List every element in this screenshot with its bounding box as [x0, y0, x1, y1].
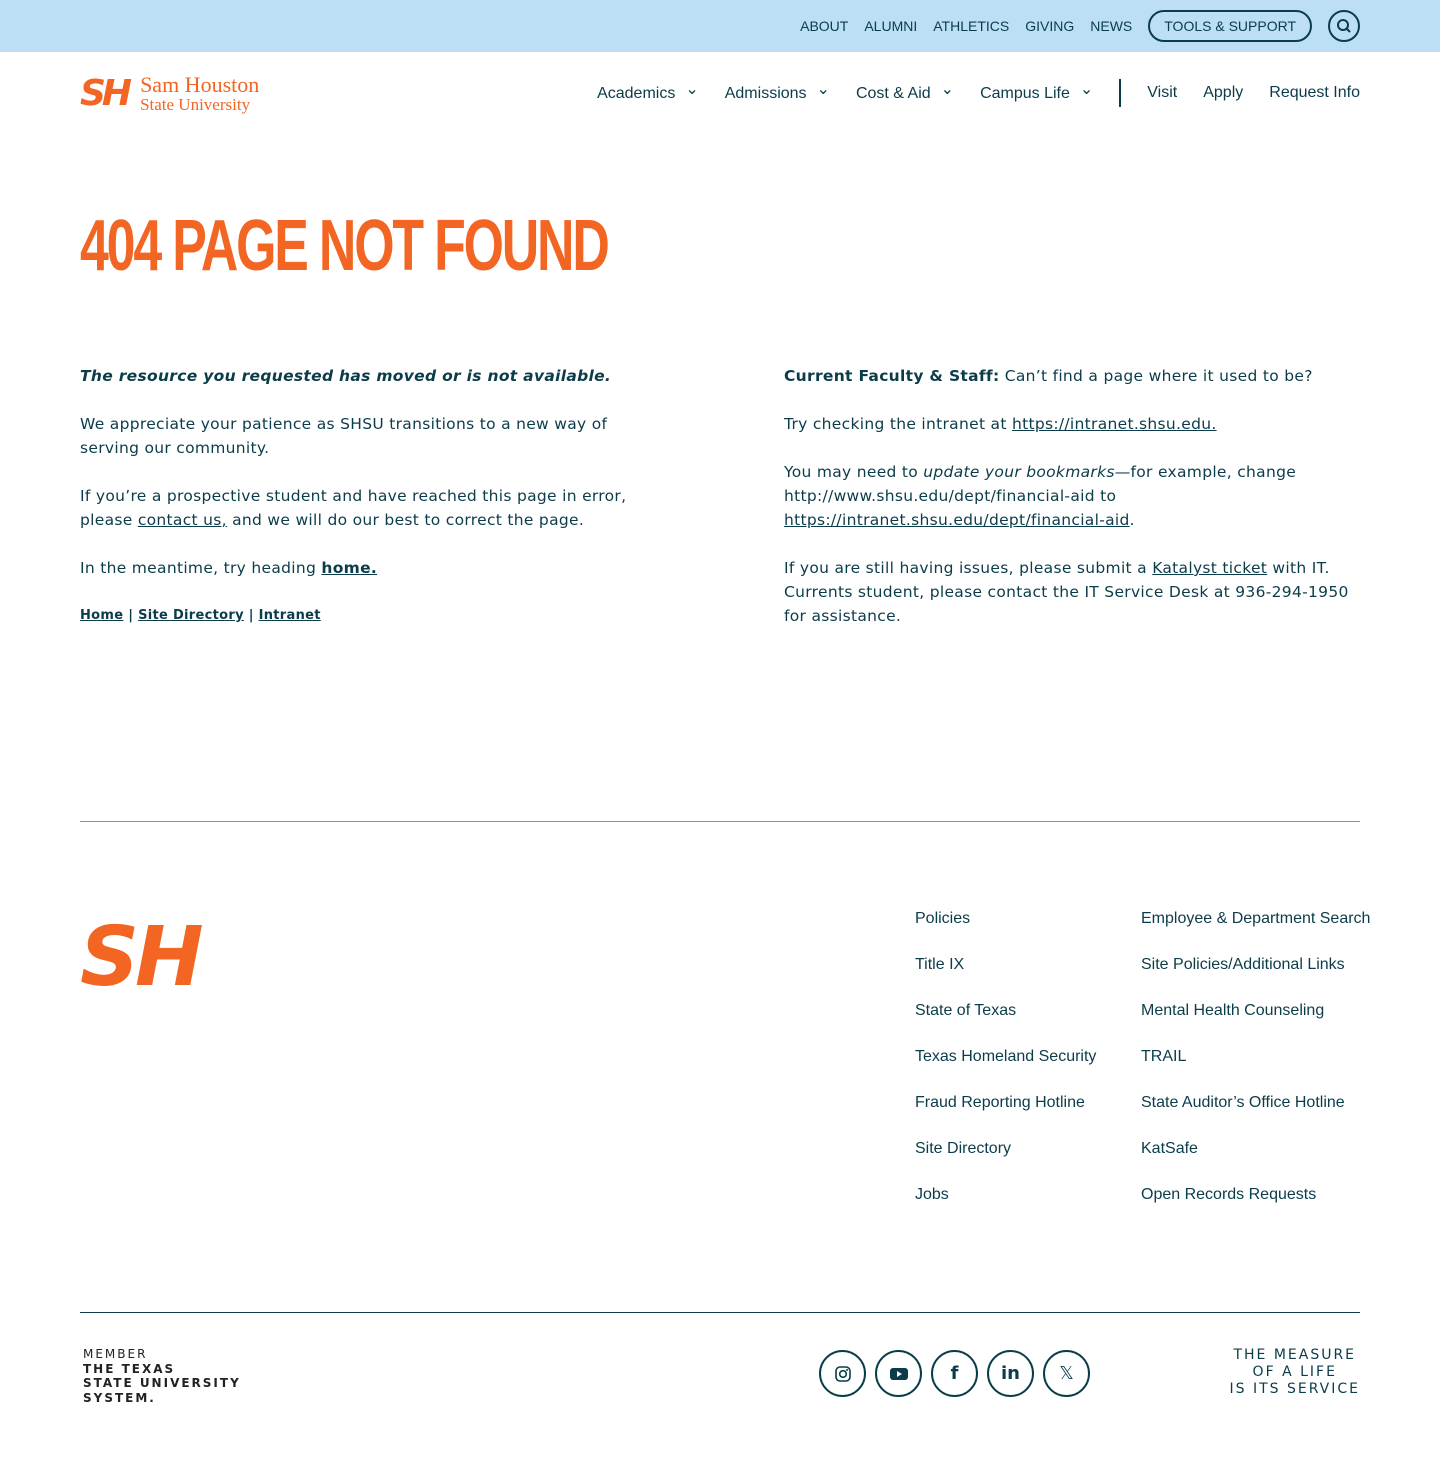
motto: [1229, 1347, 1360, 1398]
member-text: THE TEXAS: [83, 1361, 176, 1376]
footer-link[interactable]: Employee & Department Search: [1141, 910, 1371, 927]
footer-link[interactable]: State of Texas: [915, 1002, 1017, 1019]
text: —for example, change http://www.shsu.edu/dept/financial-aid to: [784, 463, 1297, 505]
lead-text: The resource you requested has moved or is not available.: [80, 367, 612, 385]
logo-line2: State University: [140, 94, 251, 114]
linkedin-icon[interactable]: in: [987, 1350, 1034, 1397]
footer-logo[interactable]: SH: [80, 910, 200, 1005]
footer-link[interactable]: Site Directory: [915, 1140, 1012, 1157]
member-text: SYSTEM.: [83, 1390, 156, 1405]
text: You may need to: [784, 463, 924, 481]
paragraph: We appreciate your patience as SHSU transitions to a new way of serving our community.: [80, 415, 608, 457]
footer-link[interactable]: Title IX: [915, 956, 965, 973]
intranet-url-link[interactable]: https://intranet.shsu.edu.: [1011, 415, 1217, 433]
contact-us-link[interactable]: contact us,: [137, 511, 227, 529]
text: update your bookmarks: [923, 463, 1115, 481]
footer-link[interactable]: Fraud Reporting Hotline: [915, 1094, 1085, 1111]
divider: [80, 821, 1360, 822]
page-title: 404 PAGE NOT FOUND: [80, 206, 608, 286]
utility-news[interactable]: NEWS: [1090, 18, 1133, 34]
search-icon: [1336, 18, 1352, 34]
lead-label: Current Faculty & Staff:: [784, 367, 1000, 385]
utility-bar: [0, 0, 1440, 52]
motto-line: THE MEASURE: [1233, 1347, 1357, 1363]
divider: [80, 1312, 1360, 1313]
text: Try checking the intranet at: [784, 415, 1012, 433]
footer-link[interactable]: KatSafe: [1141, 1140, 1198, 1157]
footer-links-col1: [915, 910, 1096, 1232]
footer-link[interactable]: State Auditor’s Office Hotline: [1141, 1094, 1345, 1111]
footer-link[interactable]: Mental Health Counseling: [1141, 1002, 1325, 1019]
tools-support-button[interactable]: TOOLS & SUPPORT: [1148, 10, 1312, 42]
utility-about[interactable]: ABOUT: [800, 18, 849, 34]
footer-link[interactable]: Texas Homeland Security: [915, 1048, 1097, 1065]
member-label: MEMBER: [83, 1347, 148, 1361]
sh-logo-mark: SH: [80, 72, 129, 114]
site-logo[interactable]: [80, 73, 259, 114]
nav-divider: [1119, 79, 1121, 107]
utility-athletics[interactable]: ATHLETICS: [933, 18, 1010, 34]
nav-cost-aid[interactable]: Cost & Aid ⌄: [856, 83, 954, 103]
nav-academics[interactable]: Academics ⌄: [597, 83, 699, 103]
text: If you are still having issues, please submit a: [784, 559, 1153, 577]
nav-visit[interactable]: Visit: [1147, 84, 1178, 101]
youtube-icon[interactable]: [875, 1350, 922, 1397]
footer-link[interactable]: Policies: [915, 910, 971, 927]
footer-home-link[interactable]: Home: [80, 608, 124, 623]
tsus-member-logo: [83, 1347, 241, 1405]
right-column: [784, 364, 1364, 652]
footer-link[interactable]: Open Records Requests: [1141, 1186, 1317, 1203]
text: If you’re a prospective student and have reached this page in error, please: [80, 487, 627, 529]
text: and we will do our best to correct the page.: [226, 511, 585, 529]
site-directory-link[interactable]: Site Directory: [138, 608, 244, 623]
search-button[interactable]: [1328, 10, 1360, 42]
text: .: [1129, 511, 1135, 529]
left-column: The resource you requested has moved or is not available. We appreciate your patience as SHSU transitions to a new way of serving our community. If you’re a prospective student and have reached this page in error, please contact us, and we will do our best to correct the page. In the meantime, try heading home. Home | Site Directory | Intranet: [80, 364, 640, 652]
nav-request-info[interactable]: Request Info: [1269, 84, 1360, 101]
text: with IT. Currents student, please contact the IT Service Desk at 936-294-1950 for assistance.: [784, 559, 1349, 625]
nav-campus-life[interactable]: Campus Life ⌄: [980, 83, 1093, 103]
footer-link[interactable]: TRAIL: [1141, 1048, 1187, 1065]
home-link[interactable]: home.: [321, 559, 378, 577]
utility-giving[interactable]: GIVING: [1025, 18, 1075, 34]
main-nav: [597, 79, 1360, 107]
instagram-icon[interactable]: [819, 1350, 866, 1397]
member-text: STATE UNIVERSITY: [83, 1376, 241, 1390]
text: In the meantime, try heading: [80, 559, 322, 577]
financial-aid-link[interactable]: https://intranet.shsu.edu/dept/financial-aid: [784, 511, 1130, 529]
utility-alumni[interactable]: ALUMNI: [864, 18, 918, 34]
text: Can’t find a page where it used to be?: [999, 367, 1313, 385]
motto-line: OF A LIFE: [1252, 1364, 1337, 1380]
footer-link[interactable]: Jobs: [915, 1186, 949, 1203]
motto-line: IS ITS SERVICE: [1229, 1381, 1360, 1397]
main-header: [0, 52, 1440, 134]
social-links: [819, 1350, 1090, 1397]
facebook-icon[interactable]: f: [931, 1350, 978, 1397]
intranet-link[interactable]: Intranet: [258, 608, 321, 623]
nav-admissions[interactable]: Admissions ⌄: [725, 83, 830, 103]
logo-line1: Sam Houston: [140, 71, 260, 97]
x-icon[interactable]: 𝕏: [1043, 1350, 1090, 1397]
nav-apply[interactable]: Apply: [1203, 84, 1244, 101]
footer-links-col2: [1141, 910, 1370, 1232]
footer-link[interactable]: Site Policies/Additional Links: [1141, 956, 1345, 973]
katalyst-ticket-link[interactable]: Katalyst ticket: [1152, 559, 1268, 577]
